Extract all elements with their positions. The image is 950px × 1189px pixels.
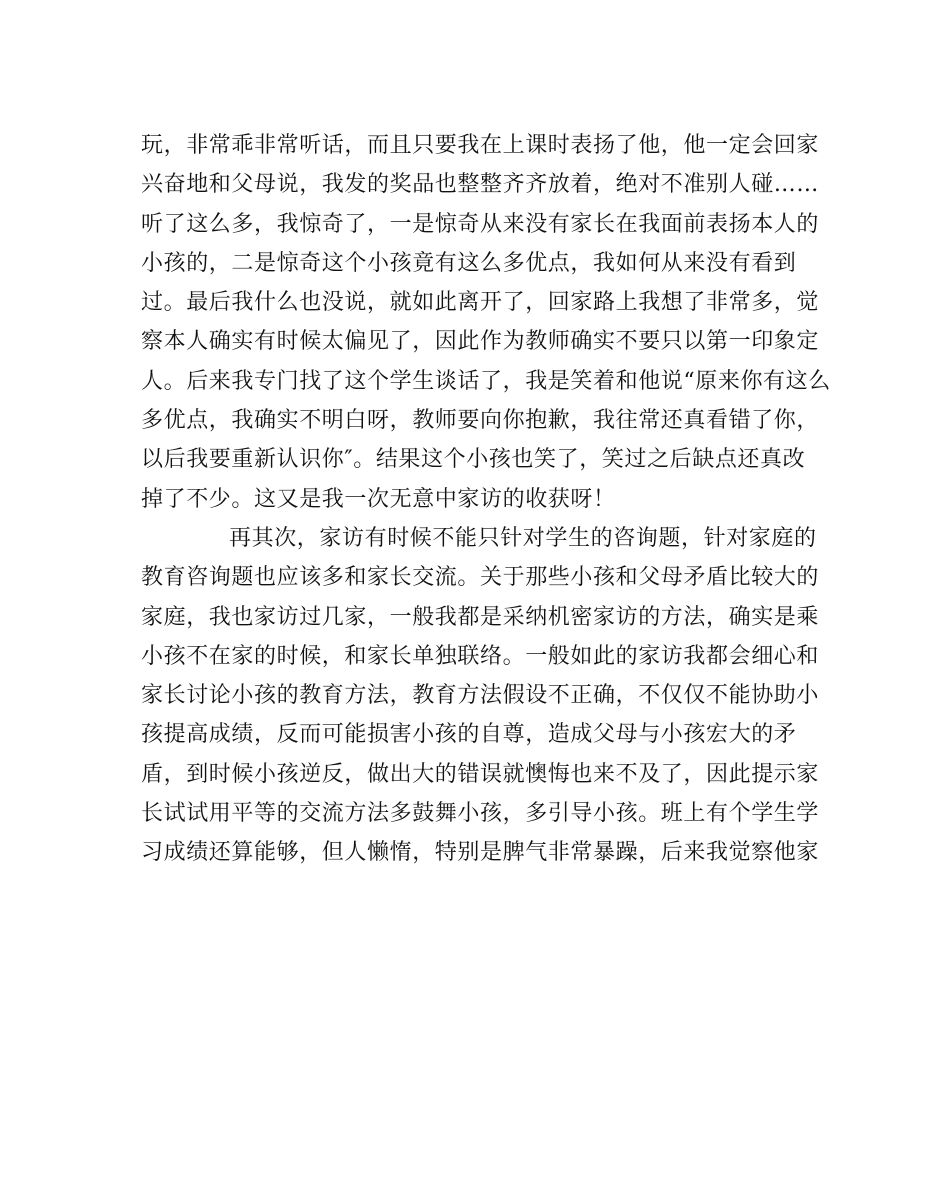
text-line: 多优点，我确实不明白呀，教师要向你抱歉，我往常还真看错了你， [141, 408, 820, 434]
text-line: 家庭，我也家访过几家，一般我都是采纳机密家访的方法，确实是乘 [141, 604, 820, 630]
text-line: 察本人确实有时候太偏见了，因此作为教师确实不要只以第一印象定 [141, 329, 820, 355]
text-line: 长试试用平等的交流方法多鼓舞小孩，多引导小孩。班上有个学生学 [141, 801, 820, 827]
text-line: 习成绩还算能够，但人懒惰，特别是脾气非常暴躁，后来我觉察他家 [141, 840, 820, 866]
text-line: 玩，非常乖非常听话，而且只要我在上课时表扬了他，他一定会回家 [141, 133, 820, 158]
text-line: 小孩的，二是惊奇这个小孩竟有这么多优点，我如何从来没有看到 [141, 250, 797, 276]
text-line: 掉了不少。这又是我一次无意中家访的收获呀！ [141, 486, 616, 512]
text-line: 家长讨论小孩的教育方法，教育方法假设不正确，不仅仅不能协助小 [141, 683, 820, 709]
paragraph-start-line: 再其次，家访有时候不能只针对学生的咨询题，针对家庭的 [229, 525, 817, 551]
text-line: 以后我要重新认识你″。结果这个小孩也笑了，笑过之后缺点还真改 [141, 447, 806, 473]
body-text [141, 126, 841, 873]
text-line: 盾，到时候小孩逆反，做出大的错误就懊悔也来不及了，因此提示家 [141, 761, 820, 787]
text-line: 人。后来我专门找了这个学生谈话了，我是笑着和他说“原来你有这么 [141, 368, 831, 394]
text-line: 小孩不在家的时候，和家长单独联络。一般如此的家访我都会细心和 [141, 643, 820, 669]
text-line: 听了这么多，我惊奇了，一是惊奇从来没有家长在我面前表扬本人的 [141, 211, 820, 237]
text-line: 过。最后我什么也没说，就如此离开了，回家路上我想了非常多，觉 [141, 290, 820, 316]
text-line: 孩提高成绩，反而可能损害小孩的自尊，造成父母与小孩宏大的矛 [141, 722, 797, 748]
text-line: 教育咨询题也应该多和家长交流。关于那些小孩和父母矛盾比较大的 [141, 565, 820, 591]
text-line: 兴奋地和父母说，我发的奖品也整整齐齐放着，绝对不准别人碰…… [141, 172, 820, 198]
